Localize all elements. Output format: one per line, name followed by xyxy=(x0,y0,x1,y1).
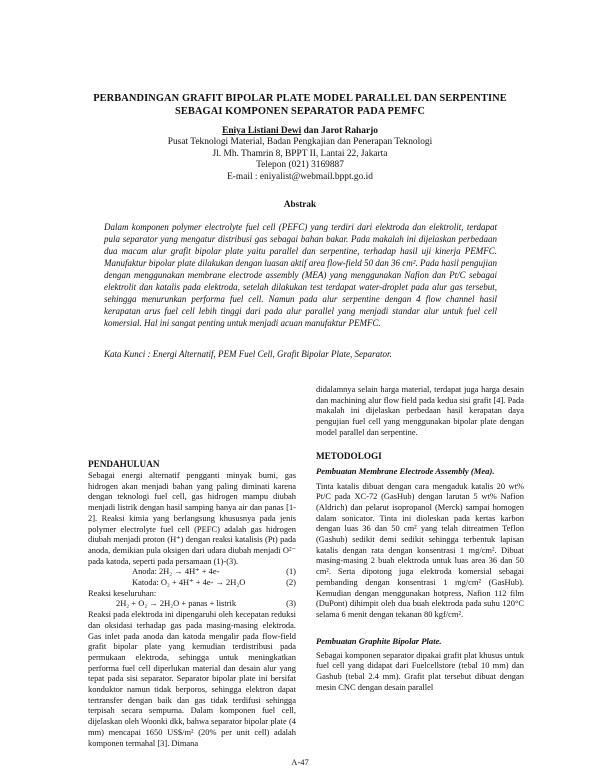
right-column xyxy=(316,384,524,692)
author-conjunction: dan xyxy=(301,126,322,136)
affiliation-line-2: Jl. Mh. Thamrin 8, BPPT II, Lantai 22, Jakarta xyxy=(212,148,388,159)
keywords: Kata Kunci : Energi Alternatif, PEM Fuel Cell, Grafit Bipolar Plate, Separator. xyxy=(104,349,392,359)
equation-3-text: 2H₂ + O₂ → 2H₂O + panas + listrik xyxy=(116,598,237,609)
equation-1-text: Anoda: 2H₂ → 4H⁺ + 4e- xyxy=(132,566,220,577)
author-2: Jarot Raharjo xyxy=(321,126,378,136)
left-column xyxy=(88,458,296,748)
equation-3 xyxy=(88,598,296,609)
paper-title xyxy=(60,92,540,118)
intro-paragraph-3: didalamnya selain harga material, terdapat juga harga desain dan machining alur flow field pada kedua sisi grafit [4]. Pada makalah ini dijelaskan perbedaan hasil kerapatan daya pengujian fuel cell yang menggunakan bipolar plate dengan model parallel dan serpentine. xyxy=(316,384,524,437)
equation-2-text: Katoda: O₂ + 4H⁺ + 4e- → 2H₂O xyxy=(132,577,246,588)
intro-paragraph-1: Sebagai energi alternatif pengganti minyak bumi, gas hidrogen akan menjadi bahan yang paling diminati karena dengan teknologi fuel cell, gas hidrogen mampu diubah menjadi listrik dengan hasil samping hanya air dan panas [1-2]. Reaksi kimia yang berlangsung khususnya pada jenis polymer electrolyte fuel cell (PEFC) adalah gas hidrogen diubah menjadi proton (H⁺) dengan reaksi katalisis (Pt) pada anoda, demikian pula oksigen dari udara diubah menjadi O²⁻ pada katoda, seperti pada persamaan (1)-(3). xyxy=(88,470,296,566)
overall-reaction-label: Reaksi keseluruhan: xyxy=(88,587,157,598)
affiliation-phone: Telepon (021) 3169887 xyxy=(256,160,344,171)
page-number: A-47 xyxy=(291,757,309,767)
affiliation-line-1: Pusat Teknologi Material, Badan Pengkajian dan Penerapan Teknologi xyxy=(167,137,433,148)
abstract-text: Dalam komponen polymer electrolyte fuel cell (PEFC) yang terdiri dari elektroda dan elektrolit, terdapat pula separator yang mengatur distribusi gas sebagai bahan bakar. Pada makalah ini dijelaskan perbedaan dua macam alur grafit bipolar plate yaitu parallel dan serpentine, terhadap hasil uji kinerja PEMFC. Manufaktur bipolar plate dilakukan dengan luasan aktif area flow-field 50 dan 36 cm². Pada hasil pengujian dengan menggunakan membrane electrode assembly (MEA) yang menggunakan Nafion dan Pt/C sebagai elektrolit dan katalis pada elektroda, setelah dilakukan test terdapat water-droplet pada alur gas tersebut, sehingga menurunkan performa fuel cell. Namun pada alur serpentine dengan 4 flow channel hasil kerapatan arus fuel cell lebih tinggi dari pada alur parallel yang menjadi standar alur untuk fuel cell komersial. Hal ini sangat penting untuk menjadi acuan manufaktur PEMFC. xyxy=(104,222,497,329)
equation-1 xyxy=(88,566,296,577)
subheading-mea: Pembuatan Membrane Electrode Assembly (Mea). xyxy=(316,465,495,476)
equation-2 xyxy=(88,577,296,588)
method-paragraph-2: Sebagai komponen separator dipakai grafit plat khusus untuk fuel cell yang didapat dari Fuelcellstore (tebal 10 mm) dan Gashub (tebal 2.4 mm). Grafit plat tersebut dibuat dengan mesin CNC dengan desain parallel xyxy=(316,649,524,692)
section-heading-pendahuluan: PENDAHULUAN xyxy=(88,459,160,469)
title-line-1: PERBANDINGAN GRAFIT BIPOLAR PLATE MODEL PARALLEL DAN SERPENTINE xyxy=(93,93,507,104)
equation-1-number: (1) xyxy=(286,566,296,577)
title-line-2: SEBAGAI KOMPONEN SEPARATOR PADA PEMFC xyxy=(174,106,425,117)
abstract-heading: Abstrak xyxy=(283,199,317,209)
author-1: Eniya Listiani Dewi xyxy=(222,126,302,136)
section-heading-metodologi: METODOLOGI xyxy=(316,450,382,461)
author-names xyxy=(80,126,520,137)
equation-3-number: (3) xyxy=(286,598,296,609)
author-block xyxy=(80,126,520,183)
subheading-bipolar-plate: Pembuatan Graphite Bipolar Plate. xyxy=(316,635,442,646)
method-paragraph-1: Tinta katalis dibuat dengan cara mengaduk katalis 20 wt% Pt/C pada XC-72 (GasHub) dengan larutan 5 wt% Nafion (Aldrich) dan pelarut isopropanol (Merck) sampai homogen dalam sonicator. Tinta ini dioleskan pada kertas karbon dengan luas 36 dan 50 cm² yang telah ditreatmen Teflon (Gashub) sedikit demi sedikit sehingga terbentuk lapisan katalis dengan rata dengan konsentrasi 1 mg/cm². Dibuat masing-masing 2 buah elektroda untuk luas area 36 dan 50 cm². Serta dipotong juga elektroda komersial sebagai pembanding dengan konsentrasi 1 mg/cm² (GasHub). Kemudian dengan menggunakan hotpress, Nafion 112 film (DuPont) dihimpit oleh dua buah elektroda pada suhu 120°C selama 6 menit dengan tekanan 80 kgf/cm². xyxy=(316,480,524,619)
equation-2-number: (2) xyxy=(286,577,296,588)
intro-paragraph-2: Reaksi pada elektroda ini dipengaruhi oleh kecepatan reduksi dan oksidasi terhadap gas pada masing-masing elektroda. Gas inlet pada anoda dan katoda mengalir pada flow-field grafit bipolar plate yang kemudian terdistribusi pada permukaan elektroda, sehingga untuk meningkatkan performa fuel cell diperlukan material dan desain alur yang tepat pada sisi separator. Separator bipolar plate ini bersifat konduktor namun tidak berporos, sehingga elektron dapat tertransfer dengan baik dan gas tidak terdifusi sehingga terpisah secara sempurna. Dalam komponen fuel cell, dijelaskan oleh Woonki dkk, bahwa separator bipolar plate (4 mm) mencapai 1650 US$/m² (20% per unit cell) adalah komponen termahal [3]. Dimana xyxy=(88,609,296,748)
affiliation-email: E-mail : eniyalist@webmail.bppt.go.id xyxy=(227,171,373,182)
